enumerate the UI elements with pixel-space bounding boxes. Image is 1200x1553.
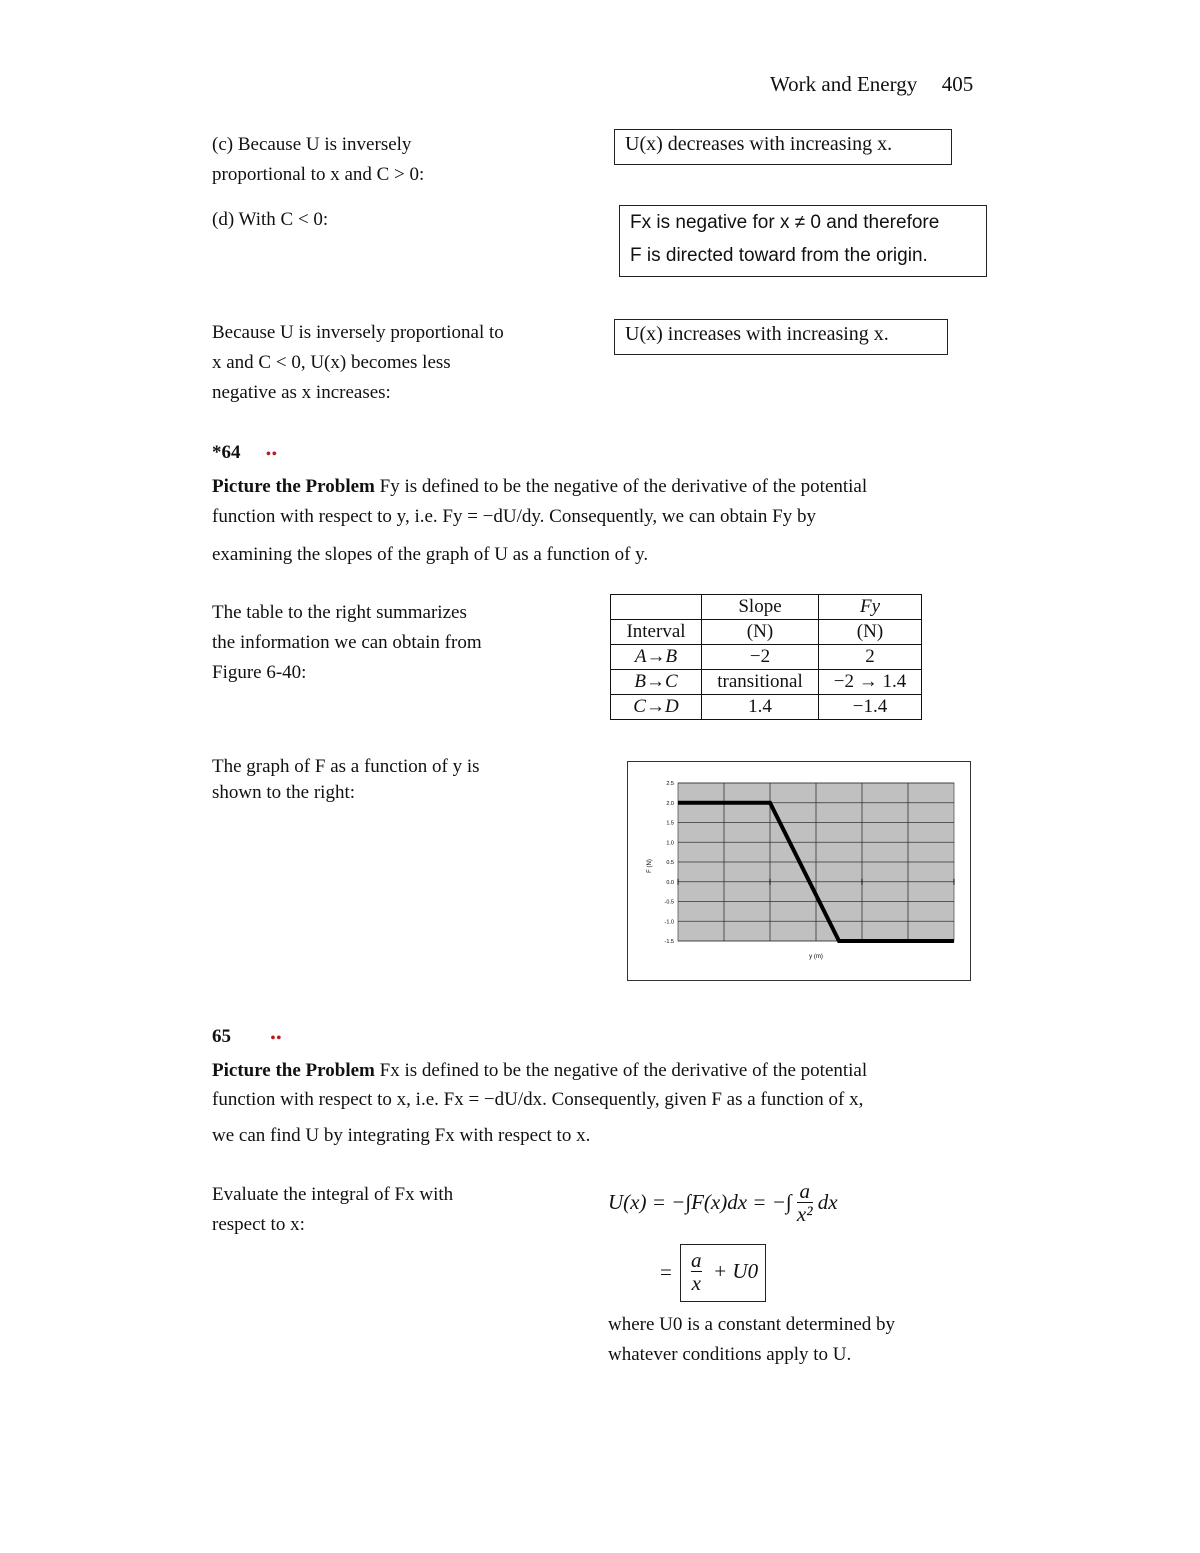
- part-d2-line2: x and C < 0, U(x) becomes less: [212, 352, 451, 373]
- where-line2: whatever conditions apply to U.: [608, 1344, 852, 1365]
- problem-65-where-text: [608, 1310, 895, 1370]
- part-d-answer-box: [619, 205, 987, 277]
- part-d-answer-line1: Fx is negative for x ≠ 0 and therefore: [630, 212, 940, 233]
- table-cell: A→B: [611, 645, 702, 670]
- part-c-answer: U(x) decreases with increasing x.: [625, 133, 893, 155]
- integral-eq-main: U(x) = −∫F(x)dx = −∫: [608, 1190, 792, 1214]
- table-cell: −2: [702, 645, 819, 670]
- integral-eq-fraction: [797, 1180, 813, 1225]
- y-tick-label: 1.5: [666, 820, 674, 827]
- problem-64-number: *64: [212, 442, 241, 463]
- table-text-line2: the information we can obtain from: [212, 632, 482, 653]
- table-cell: transitional: [702, 670, 819, 695]
- problem-64-heading: [212, 442, 278, 464]
- slope-summary-table: [610, 594, 922, 720]
- problem-64-intro-line1: Fy is defined to be the negative of the derivative of the potential: [379, 476, 868, 497]
- table-header-row-top: [611, 595, 922, 620]
- fraction-denominator: x²: [796, 1202, 813, 1226]
- result-eq-prefix: =: [660, 1260, 672, 1284]
- integral-equation: [608, 1180, 838, 1225]
- result-answer-box: [680, 1244, 766, 1302]
- table-cell: C→D: [611, 695, 702, 720]
- problem-64-table-text: [212, 598, 482, 688]
- y-tick-label: 1.0: [666, 840, 674, 847]
- part-c-label-line1: (c) Because U is inversely: [212, 134, 412, 155]
- graph-text-line2: shown to the right:: [212, 782, 356, 803]
- y-tick-label: -0.5: [664, 899, 674, 906]
- table-header-cell: [611, 595, 702, 620]
- eval-text-line2: respect to x:: [212, 1214, 305, 1235]
- running-header: [770, 72, 973, 97]
- y-tick-label: 0.0: [666, 879, 674, 886]
- table-text-line3: Figure 6-40:: [212, 662, 307, 683]
- page-number: 405: [941, 72, 974, 96]
- force-graph-frame: [627, 761, 971, 981]
- y-tick-label: 0.5: [666, 860, 674, 866]
- problem-65-heading: [212, 1026, 282, 1048]
- problem-64-graph-text: [212, 754, 480, 806]
- problem-65-eval-text: [212, 1180, 453, 1240]
- part-c-answer-box: [614, 129, 952, 165]
- problem-65-intro-line3: we can find U by integrating Fx with respect to x.: [212, 1125, 591, 1146]
- table-header-cell: Slope: [702, 595, 819, 620]
- x-axis-label: y (m): [809, 954, 823, 960]
- y-tick-labels: [665, 781, 674, 945]
- fraction-numerator: a: [797, 1180, 813, 1203]
- table-header-cell: (N): [819, 620, 922, 645]
- table-row: [611, 670, 922, 695]
- problem-64-intro-line3: examining the slopes of the graph of U as a function of y.: [212, 544, 649, 565]
- problem-64-intro: [212, 472, 992, 570]
- part-d-label: (d) With C < 0:: [212, 209, 329, 230]
- problem-64-difficulty: ••: [266, 447, 278, 462]
- eval-text-line1: Evaluate the integral of Fx with: [212, 1184, 454, 1205]
- y-tick-label: 2.5: [666, 781, 674, 787]
- y-axis-label: F (N): [647, 859, 653, 873]
- table-cell: 1.4: [702, 695, 819, 720]
- table-cell: −2 → 1.4: [819, 670, 922, 695]
- problem-64-picture-label: Picture the Problem: [212, 476, 375, 497]
- result-numerator: a: [691, 1248, 702, 1272]
- problem-65-picture-label: Picture the Problem: [212, 1060, 375, 1081]
- result-fraction: [691, 1249, 702, 1294]
- part-c-label: [212, 130, 424, 190]
- result-denominator: x: [691, 1271, 701, 1295]
- part-c-label-line2: proportional to x and C > 0:: [212, 164, 425, 185]
- part-d-answer-line2: F is directed toward from the origin.: [630, 245, 928, 266]
- part-d2-answer: U(x) increases with increasing x.: [625, 323, 889, 345]
- y-tick-label: -1.5: [664, 939, 674, 945]
- force-vs-y-chart: [628, 762, 970, 980]
- y-tick-label: 2.0: [666, 800, 674, 807]
- graph-text-line1: The graph of F as a function of y is: [212, 756, 480, 777]
- where-line1: where U0 is a constant determined by: [608, 1314, 896, 1335]
- part-d2-text: [212, 318, 504, 408]
- table-row: [611, 695, 922, 720]
- table-cell: B→C: [611, 670, 702, 695]
- header-title: Work and Energy: [770, 72, 918, 96]
- table-header-cell: Interval: [611, 620, 702, 645]
- problem-64-intro-line2: function with respect to y, i.e. Fy = −dU/dy. Consequently, we can obtain Fy by: [212, 506, 817, 527]
- part-d2-answer-box: [614, 319, 948, 355]
- table-text-line1: The table to the right summarizes: [212, 602, 467, 623]
- problem-65-intro-line1: Fx is defined to be the negative of the derivative of the potential: [379, 1060, 868, 1081]
- table-row: [611, 645, 922, 670]
- problem-65-difficulty: ••: [270, 1031, 283, 1046]
- table-cell: 2: [819, 645, 922, 670]
- problem-65-intro: [212, 1056, 1002, 1150]
- table-header-cell: (N): [702, 620, 819, 645]
- table-header-cell: Fy: [819, 595, 922, 620]
- part-d2-line1: Because U is inversely proportional to: [212, 322, 504, 343]
- integral-eq-tail: dx: [817, 1190, 838, 1214]
- table-header-row-bottom: [611, 620, 922, 645]
- problem-65-intro-line2: function with respect to x, i.e. Fx = −dU/dx. Consequently, given F as a function of x,: [212, 1089, 864, 1110]
- problem-65-number: 65: [212, 1026, 231, 1047]
- table-cell: −1.4: [819, 695, 922, 720]
- part-d2-line3: negative as x increases:: [212, 382, 391, 403]
- result-tail: + U0: [713, 1259, 759, 1283]
- y-tick-label: -1.0: [664, 919, 674, 926]
